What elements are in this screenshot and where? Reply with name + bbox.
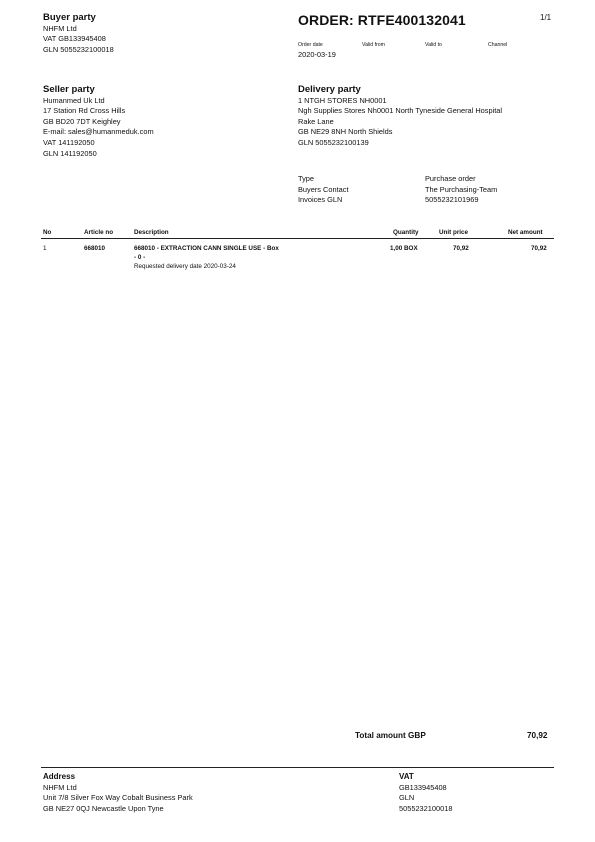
row-description: 668010 - EXTRACTION CANN SINGLE USE - Box [134, 245, 279, 252]
col-header-description: Description [134, 229, 169, 236]
buyer-line: NHFM Ltd [43, 23, 77, 33]
delivery-line: Ngh Supplies Stores Nh0001 North Tyneside General Hospital [298, 106, 503, 116]
seller-line: Humanmed Uk Ltd [43, 95, 105, 105]
reference-label: Invoices GLN [298, 195, 343, 205]
reference-labels [298, 174, 349, 206]
channel-label: Channel [488, 42, 508, 48]
valid-to-label: Valid to [425, 42, 442, 48]
total-amount-label: Total amount GBP [355, 731, 426, 740]
footer-address-line: NHFM Ltd [43, 782, 77, 792]
order-date-value: 2020-03-19 [298, 50, 336, 59]
delivery-line: Rake Lane [298, 116, 334, 126]
valid-from-label: Valid from [362, 42, 385, 48]
reference-label: Type [298, 174, 315, 183]
footer-divider [41, 767, 554, 768]
footer-address [43, 772, 193, 814]
col-header-net-amount: Net amount [508, 229, 543, 236]
delivery-line: GB NE29 8NH North Shields [298, 127, 393, 137]
reference-value: 5055232101969 [425, 195, 479, 205]
order-date-label: Order date [298, 42, 323, 48]
delivery-party [298, 85, 502, 149]
seller-party [43, 85, 154, 159]
reference-value: Purchase order [425, 174, 476, 183]
seller-line: E-mail: sales@humanmeduk.com [43, 127, 154, 137]
reference-value: The Purchasing-Team [425, 184, 498, 194]
footer-vat-line: GB133945408 [399, 782, 447, 792]
footer-vat-line: 5055232100018 [399, 803, 453, 813]
order-title: ORDER: RTFE400132041 [298, 12, 466, 28]
row-description-cont: - 0 - [134, 254, 146, 261]
seller-line: GB BD20 7DT Keighley [43, 116, 121, 126]
total-amount-value: 70,92 [527, 731, 548, 740]
row-unit-price: 70,92 [453, 245, 469, 252]
row-no: 1 [43, 245, 47, 252]
page-number: 1/1 [540, 13, 552, 22]
row-article: 668010 [84, 245, 106, 252]
footer-address-line: GB NE27 0QJ Newcastle Upon Tyne [43, 803, 164, 813]
reference-label: Buyers Contact [298, 184, 349, 194]
seller-line: GLN 141192050 [43, 148, 97, 158]
footer-vat [399, 772, 452, 814]
col-header-unit-price: Unit price [439, 229, 469, 236]
col-header-quantity: Quantity [393, 229, 419, 236]
row-net-amount: 70,92 [531, 245, 547, 252]
seller-line: VAT 141192050 [43, 137, 95, 147]
col-header-article: Article no [84, 229, 114, 236]
row-delivery-note: Requested delivery date 2020-03-24 [134, 263, 236, 270]
table-header-divider [41, 238, 554, 239]
row-quantity: 1,00 BOX [390, 245, 418, 252]
buyer-party-heading: Buyer party [43, 12, 96, 23]
reference-values [425, 174, 497, 206]
delivery-party-heading: Delivery party [298, 84, 361, 95]
footer-address-heading: Address [43, 772, 76, 781]
delivery-line: GLN 5055232100139 [298, 137, 369, 147]
buyer-line: VAT GB133945408 [43, 34, 106, 44]
footer-vat-heading: VAT [399, 772, 414, 781]
seller-line: 17 Station Rd Cross Hills [43, 106, 126, 116]
footer-vat-line: GLN [399, 793, 415, 803]
buyer-party [43, 13, 114, 55]
col-header-no: No [43, 229, 52, 236]
footer-address-line: Unit 7/8 Silver Fox Way Cobalt Business Park [43, 793, 193, 803]
seller-party-heading: Seller party [43, 84, 95, 95]
delivery-line: 1 NTGH STORES NH0001 [298, 95, 387, 105]
buyer-line: GLN 5055232100018 [43, 44, 114, 54]
